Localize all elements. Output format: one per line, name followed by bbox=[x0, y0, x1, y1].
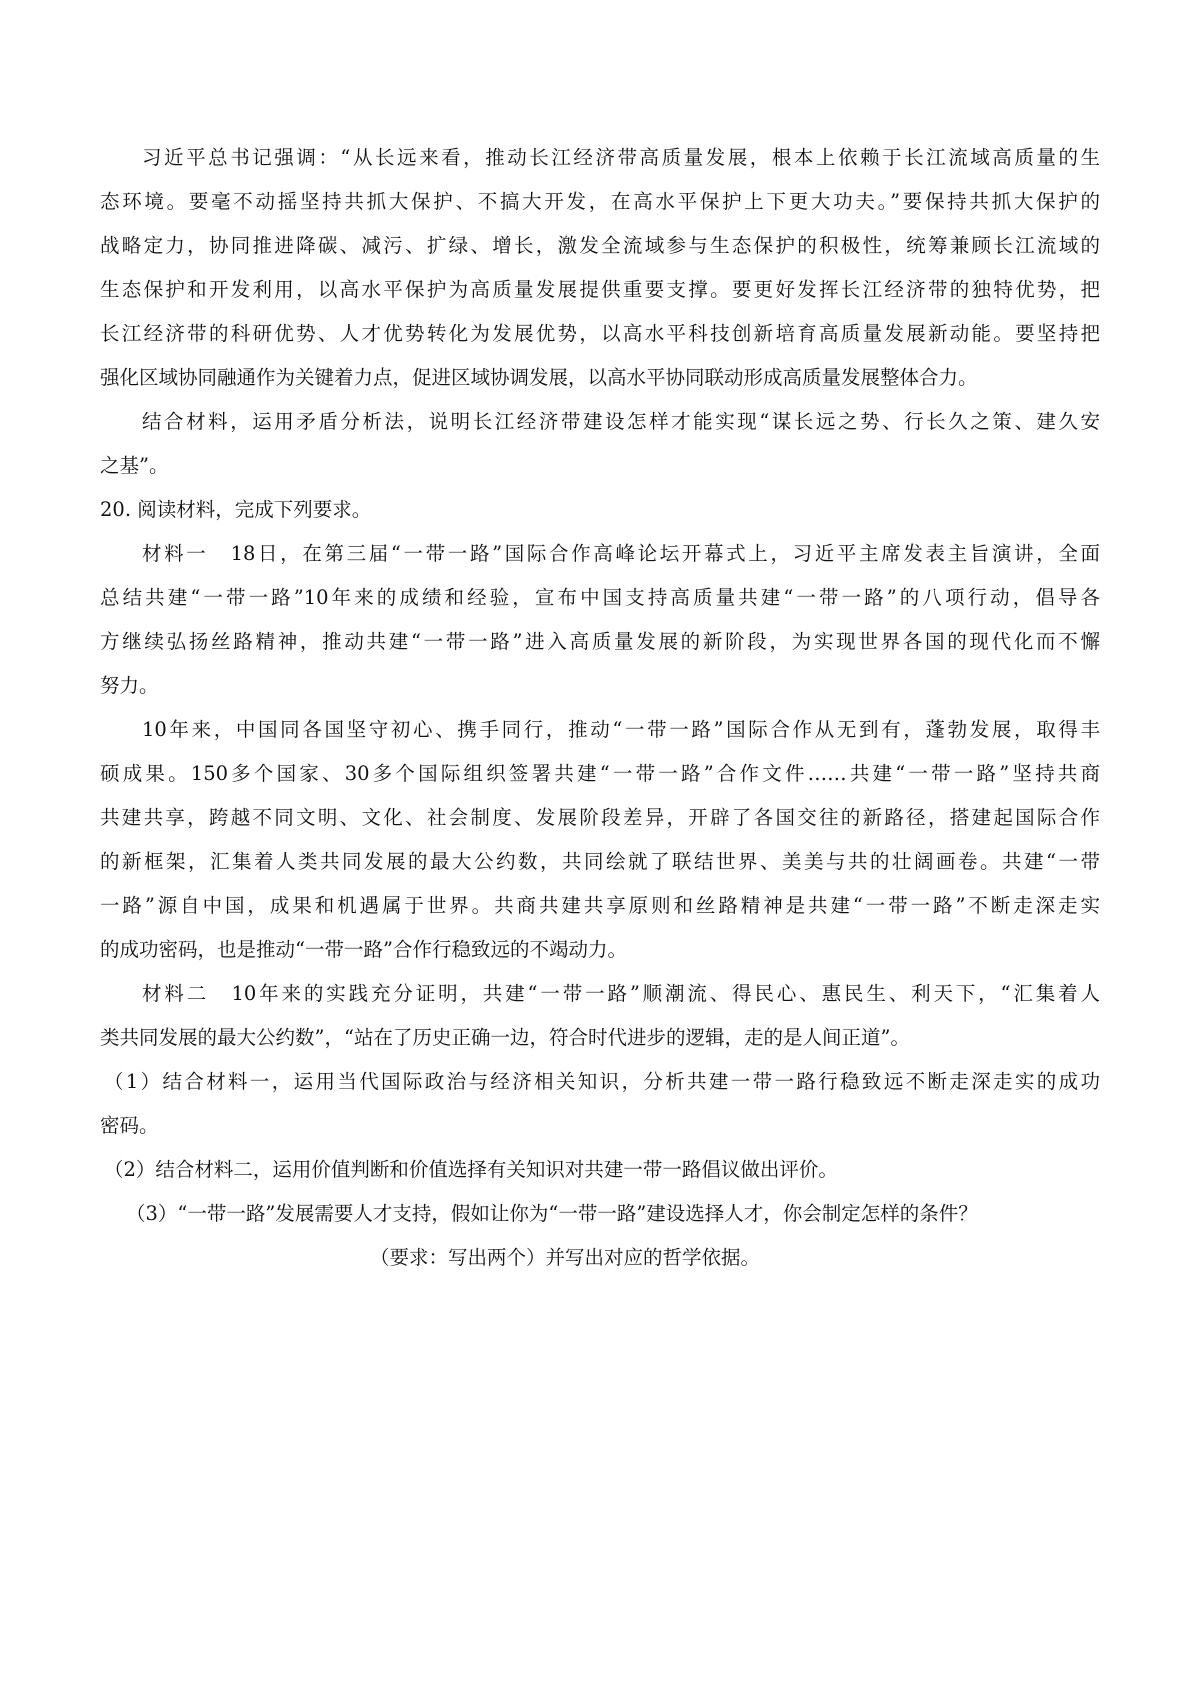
material-one-line: 硕成果。150多个国家、30多个国际组织签署共建“一带一路”合作文件……共建“一带一路”坚持共商 bbox=[100, 762, 1100, 785]
material-one-line: 一路”源自中国，成果和机遇属于世界。共商共建共享原则和丝路精神是共建“一带一路”不断走深走实 bbox=[100, 894, 1100, 917]
question-line: 结合材料，运用矛盾分析法，说明长江经济带建设怎样才能实现“谋长远之势、行长久之策、建久安 bbox=[142, 410, 1100, 433]
paragraph-line: 习近平总书记强调：“从长远来看，推动长江经济带高质量发展，根本上依赖于长江流域高质量的生 bbox=[142, 146, 1100, 169]
question-line: 之基”。 bbox=[100, 454, 169, 477]
sub-question-1: （1）结合材料一，运用当代国际政治与经济相关知识，分析共建一带一路行稳致远不断走深走实的成功 bbox=[104, 1070, 1100, 1093]
material-one-line: 的成功密码，也是推动“一带一路”合作行稳致远的不竭动力。 bbox=[100, 938, 627, 961]
paragraph-line: 态环境。要毫不动摇坚持共抓大保护、不搞大开发，在高水平保护上下更大功夫。”要保持共抓大保护的 bbox=[100, 190, 1100, 213]
paragraph-line: 长江经济带的科研优势、人才优势转化为发展优势，以高水平科技创新培育高质量发展新动能。要坚持把 bbox=[100, 322, 1100, 345]
paragraph-line: 生态保护和开发利用，以高水平保护为高质量发展提供重要支撑。要更好发挥长江经济带的独特优势，把 bbox=[100, 278, 1100, 301]
document-page bbox=[100, 136, 1100, 1280]
sub-question-3-requirement: （要求：写出两个）并写出对应的哲学依据。 bbox=[370, 1246, 761, 1269]
material-two-line: 类共同发展的最大公约数”，“站在了历史正确一边，符合时代进步的逻辑，走的是人间正道”。 bbox=[100, 1026, 910, 1049]
material-two-line: 材料二 10年来的实践充分证明，共建“一带一路”顺潮流、得民心、惠民生、利天下，“汇集着人 bbox=[142, 982, 1100, 1005]
material-one-line: 材料一 18日，在第三届“一带一路”国际合作高峰论坛开幕式上，习近平主席发表主旨演讲，全面 bbox=[142, 542, 1100, 565]
material-one-line: 10年来，中国同各国坚守初心、携手同行，推动“一带一路”国际合作从无到有，蓬勃发展，取得丰 bbox=[142, 718, 1100, 741]
material-one-line: 努力。 bbox=[100, 674, 159, 697]
question-number-20: 20. 阅读材料，完成下列要求。 bbox=[100, 498, 372, 521]
sub-question-1-cont: 密码。 bbox=[100, 1114, 159, 1137]
sub-question-3: （3）“一带一路”发展需要人才支持，假如让你为“一带一路”建设选择人才，你会制定怎样的条件？ bbox=[126, 1202, 978, 1225]
material-one-line: 的新框架，汇集着人类共同发展的最大公约数，共同绘就了联结世界、美美与共的壮阔画卷。共建“一带 bbox=[100, 850, 1100, 873]
paragraph-line: 战略定力，协同推进降碳、减污、扩绿、增长，激发全流域参与生态保护的积极性，统筹兼顾长江流域的 bbox=[100, 234, 1100, 257]
sub-question-2: （2）结合材料二，运用价值判断和价值选择有关知识对共建一带一路倡议做出评价。 bbox=[104, 1158, 838, 1181]
material-one-line: 总结共建“一带一路”10年来的成绩和经验，宣布中国支持高质量共建“一带一路”的八项行动，倡导各 bbox=[100, 586, 1100, 609]
material-one-line: 共建共享，跨越不同文明、文化、社会制度、发展阶段差异，开辟了各国交往的新路径，搭建起国际合作 bbox=[100, 806, 1100, 829]
paragraph-line: 强化区域协同融通作为关键着力点，促进区域协调发展，以高水平协同联动形成高质量发展整体合力。 bbox=[100, 366, 978, 389]
material-one-line: 方继续弘扬丝路精神，推动共建“一带一路”进入高质量发展的新阶段，为实现世界各国的现代化而不懈 bbox=[100, 630, 1100, 653]
